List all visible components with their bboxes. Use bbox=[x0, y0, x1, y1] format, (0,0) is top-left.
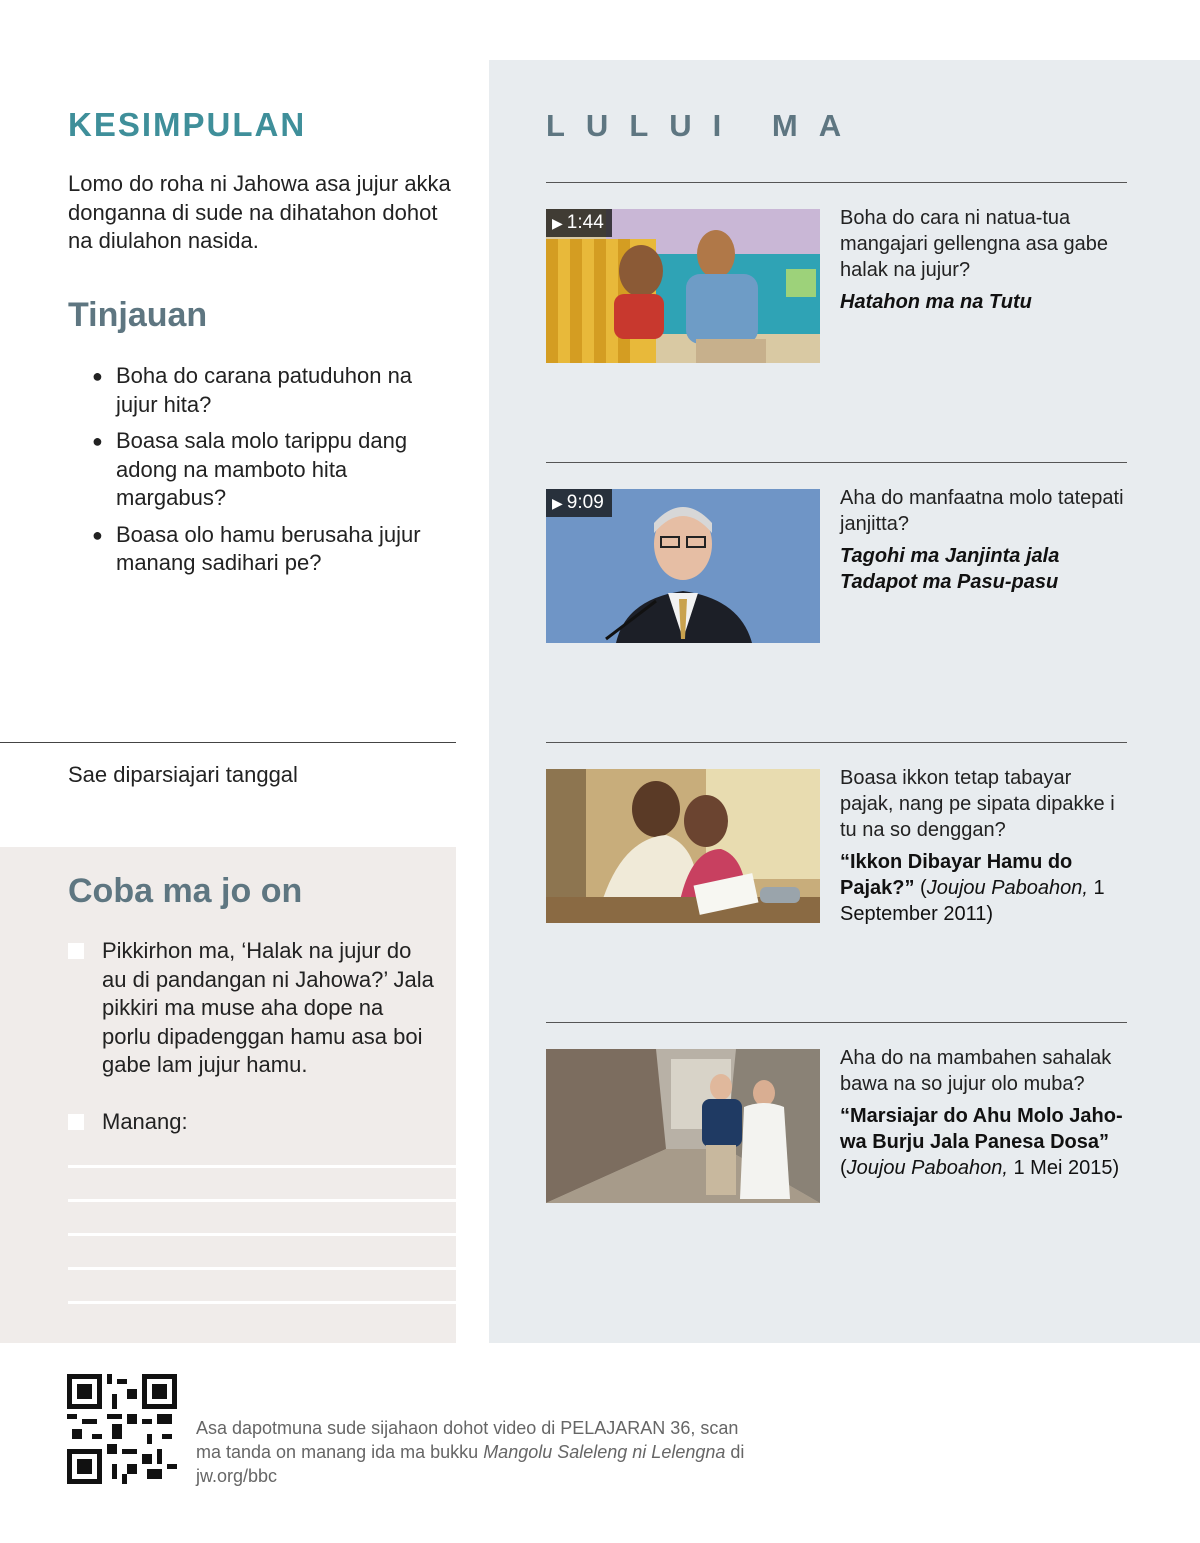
coba-task-item[interactable]: Manang: bbox=[68, 1108, 438, 1137]
article-question: Aha do na mambahen sahalak bawa na so jujur olo muba? bbox=[840, 1047, 1112, 1095]
bullet-icon: ● bbox=[92, 431, 103, 451]
video-duration-badge: ▶ 9:09 bbox=[546, 489, 612, 517]
couple-walking-street-icon bbox=[546, 1049, 820, 1203]
date-studied-label: Sae diparsiajari tanggal bbox=[68, 762, 298, 787]
review-list bbox=[92, 362, 452, 586]
bullet-icon: ● bbox=[92, 524, 103, 545]
couple-paperwork-icon bbox=[546, 769, 820, 923]
video-divider bbox=[546, 182, 1127, 183]
review-item: ● Boasa olo hamu berusaha jujur manang sadihari pe? bbox=[92, 521, 421, 575]
video-thumbnail[interactable] bbox=[546, 489, 820, 643]
coba-task-item[interactable]: Pikkirhon ma, ‘Halak na jujur do au di pandangan ni Jahowa?’ Jala pikkiri ma muse aha dope na porlu dipadenggan hamu asa boi gabe lam jujur hamu. bbox=[68, 937, 438, 1080]
video-divider bbox=[546, 1022, 1127, 1023]
lului-heading: LULUI MA bbox=[546, 108, 863, 143]
kesimpulan-text: Lomo do roha ni Jahowa asa jujur akka donganna di sude na dihatahon dohot na diulahon nasida. bbox=[68, 171, 451, 253]
video-link[interactable]: Tagohi ma Janjinta jala Tadapot ma Pasu-pasu bbox=[840, 545, 1060, 593]
kesimpulan-heading: KESIMPULAN bbox=[68, 106, 307, 143]
article-entry bbox=[840, 765, 1130, 927]
article-link[interactable]: “Marsiajar do Ahu Molo Jahowa Burju Jala Panesa Dosa” (Joujou Paboahon, 1 Mei 2015) bbox=[840, 1105, 1123, 1179]
play-icon: ▶ bbox=[552, 495, 563, 511]
writing-line[interactable] bbox=[68, 1165, 456, 1168]
article-question: Boasa ikkon tetap tabayar pajak, nang pe sipata dipakke i tu na so denggan? bbox=[840, 767, 1115, 841]
writing-line[interactable] bbox=[68, 1301, 456, 1304]
video-entry bbox=[840, 485, 1130, 595]
video-thumbnail[interactable] bbox=[546, 209, 820, 363]
writing-line[interactable] bbox=[68, 1233, 456, 1236]
video-duration-badge: ▶ 1:44 bbox=[546, 209, 612, 237]
video-divider bbox=[546, 462, 1127, 463]
review-item: ● Boha do carana patuduhon na jujur hita? bbox=[92, 363, 413, 417]
article-link[interactable]: “Ikkon Dibayar Hamu do Pajak?” (Joujou Paboahon, 1 September 2011) bbox=[840, 851, 1105, 925]
checkbox-icon[interactable] bbox=[68, 943, 84, 959]
video-question: Aha do manfaatna molo tatepati janjitta? bbox=[840, 487, 1124, 535]
review-item: ● Boasa sala molo tarippu dang adong na mamboto hita margabus? bbox=[92, 428, 408, 510]
footer-note: Asa dapotmuna sude sijahaon dohot video di PELAJARAN 36, scan ma tanda on manang ida ma bukku Mangolu Saleleng ni Lelengna di jw.org/bbc bbox=[196, 1418, 745, 1486]
section-divider bbox=[0, 742, 456, 743]
video-link[interactable]: Hatahon ma na Tutu bbox=[840, 291, 1032, 313]
play-icon: ▶ bbox=[552, 215, 563, 231]
qr-code-icon[interactable] bbox=[67, 1374, 177, 1484]
article-thumbnail[interactable] bbox=[546, 1049, 820, 1203]
video-divider bbox=[546, 742, 1127, 743]
coba-heading: Coba ma jo on bbox=[68, 872, 303, 910]
checkbox-icon[interactable] bbox=[68, 1114, 84, 1130]
article-entry bbox=[840, 1045, 1130, 1181]
article-thumbnail[interactable] bbox=[546, 769, 820, 923]
video-entry bbox=[840, 205, 1130, 315]
tinjauan-heading: Tinjauan bbox=[68, 296, 208, 334]
writing-line[interactable] bbox=[68, 1199, 456, 1202]
video-question: Boha do cara ni natua-tua mangajari gellengna asa gabe halak na jujur? bbox=[840, 207, 1108, 281]
writing-line[interactable] bbox=[68, 1267, 456, 1270]
bullet-icon: ● bbox=[92, 366, 103, 386]
